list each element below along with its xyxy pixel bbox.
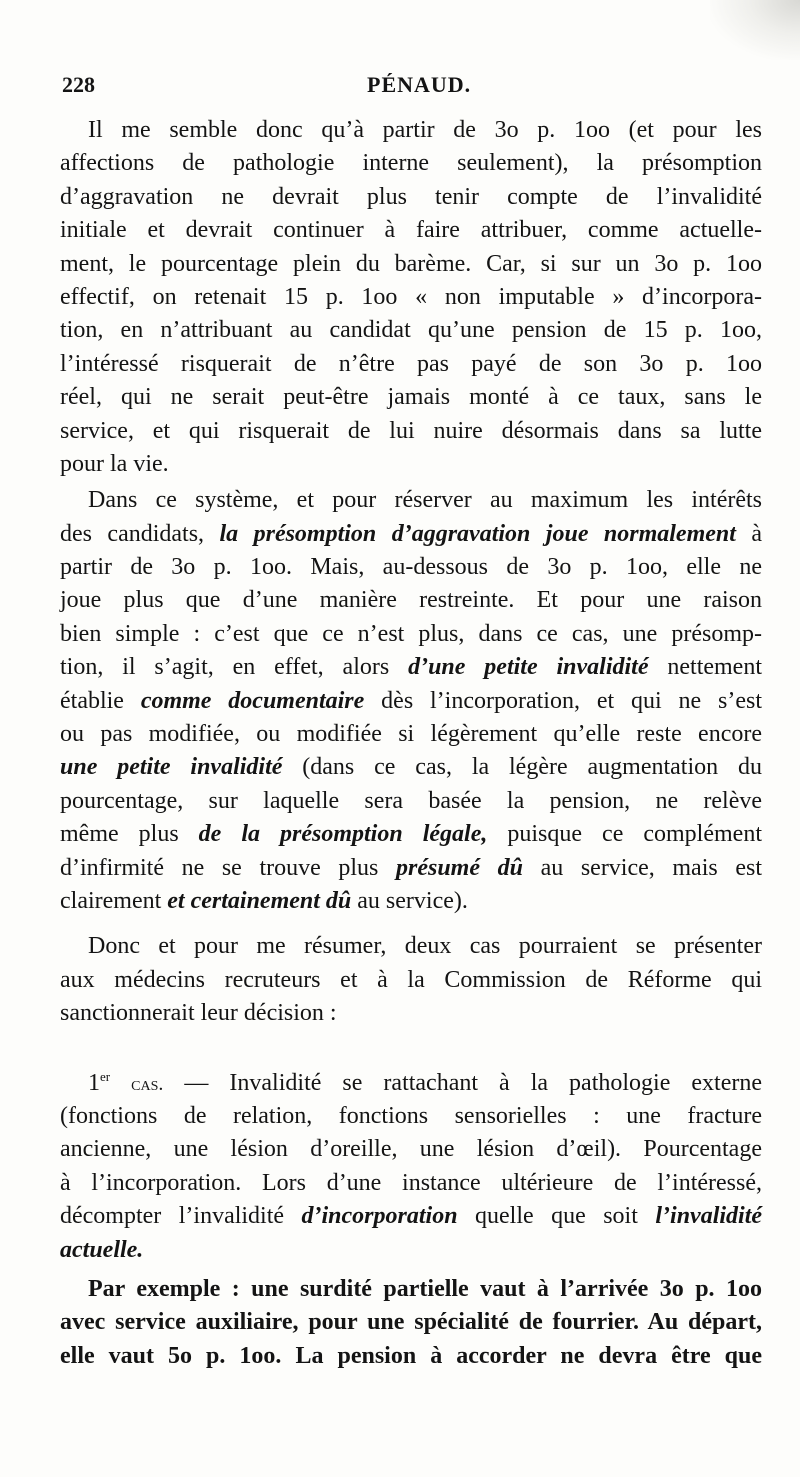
text-run: à (735, 520, 763, 547)
text-line: Par exemple : une surdité partielle vaut à l’arrivée 3o p. 1oo (88, 1275, 762, 1302)
running-title: PÉNAUD. (367, 72, 472, 97)
text-line (60, 651, 762, 684)
text-line (60, 1234, 762, 1267)
text-line: pour la vie. (60, 450, 169, 477)
text-run: au service, mais est (522, 854, 762, 881)
text-line: elle vaut 5o p. 1oo. La pension à accorder ne devra être que (60, 1342, 762, 1369)
text-line: ou pas modifiée, ou modifiée si légèrement qu’elle reste encore (60, 721, 762, 748)
text-line: initiale et devrait continuer à faire attribuer, comme actuelle- (60, 217, 762, 244)
italic-run: la présomption d’aggravation joue normalement (219, 520, 736, 547)
italic-run: une petite invalidité (60, 754, 283, 781)
text-run: nettement (648, 654, 763, 681)
paragraph-3 (60, 930, 762, 1030)
italic-run: d’incorporation (301, 1203, 458, 1230)
page-number: 228 (62, 72, 95, 97)
text-line: Il me semble donc qu’à partir de 3o p. 1oo (et pour les (88, 117, 762, 143)
text-line (60, 1067, 762, 1100)
paragraph-1 (60, 114, 762, 481)
text-line (60, 852, 762, 885)
italic-run: et certainement dû (167, 887, 352, 914)
text-run: clairement (60, 887, 168, 914)
text-line: avec service auxiliaire, pour une spécialité de fourrier. Au départ, (60, 1309, 762, 1336)
running-header (62, 72, 762, 102)
text-line: effectif, on retenait 15 p. 1oo « non imputable » d’incorpora- (60, 283, 762, 310)
text-run: (dans ce cas, la légère augmentation du (282, 754, 763, 781)
text-line: joue plus que d’une manière restreinte. Et pour une raison (60, 587, 762, 614)
text-line: sanctionnerait leur décision : (60, 1000, 337, 1027)
text-line (60, 1200, 762, 1233)
text-line: l’intéressé risquerait de n’être pas payé de son 3o p. 1oo (60, 350, 762, 377)
text-run: quelle que soit (457, 1203, 656, 1230)
text-run: au service). (351, 887, 468, 914)
italic-run: présumé dû (395, 854, 523, 881)
case-superscript: er (100, 1068, 111, 1084)
text-line: aux médecins recruteurs et à la Commission de Réforme qui (60, 966, 762, 993)
case-label: cas. (131, 1072, 164, 1095)
text-run: dès l’incorporation, et qui ne s’est (364, 687, 762, 714)
text-run: établie (60, 687, 141, 714)
text-line (60, 818, 762, 851)
text-run: puisque ce complément (487, 821, 762, 848)
case-number: 1 (88, 1069, 100, 1096)
italic-run: d’une petite invalidité (408, 654, 649, 681)
text-line: ancienne, une lésion d’oreille, une lésion d’œil). Pourcentage (60, 1136, 762, 1163)
scan-shadow (710, 0, 800, 60)
text-run: — Invalidité se rattachant à la pathologie externe (163, 1069, 763, 1096)
italic-run: l’invalidité (655, 1203, 763, 1230)
text-run: tion, il s’agit, en effet, alors (60, 654, 409, 681)
paragraph-2 (60, 484, 762, 918)
text-line (60, 885, 762, 918)
paragraph-5 (60, 1273, 762, 1373)
text-line (60, 685, 762, 718)
text-run: d’infirmité ne se trouve plus (60, 854, 396, 881)
text-line: à l’incorporation. Lors d’une instance ultérieure de l’intéressé, (60, 1169, 762, 1196)
text-line: affections de pathologie interne seulement), la présomption (60, 150, 762, 177)
text-line: partir de 3o p. 1oo. Mais, au-dessous de 3o p. 1oo, elle ne (60, 554, 762, 581)
text-line: service, et qui risquerait de lui nuire désormais dans sa lutte (60, 417, 762, 444)
text-run: même plus (60, 821, 199, 848)
body-text (60, 114, 762, 1373)
text-run: des candidats, (60, 520, 220, 547)
italic-run: comme documentaire (140, 687, 365, 714)
text-line: Dans ce système, et pour réserver au maximum les intérêts (88, 487, 762, 514)
text-line: bien simple : c’est que ce n’est plus, dans ce cas, une présomp- (60, 620, 762, 647)
italic-run: actuelle. (60, 1236, 144, 1263)
paragraph-4 (60, 1067, 762, 1267)
text-line: pourcentage, sur laquelle sera basée la pension, ne relève (60, 787, 762, 814)
text-line (60, 751, 762, 784)
text-line: tion, en n’attribuant au candidat qu’une pension de 15 p. 1oo, (60, 317, 762, 344)
text-line (60, 518, 762, 551)
text-line: ment, le pourcentage plein du barème. Car, si sur un 3o p. 1oo (60, 250, 762, 277)
text-line: Donc et pour me résumer, deux cas pourraient se présenter (88, 933, 762, 960)
text-run: décompter l’invalidité (60, 1203, 302, 1230)
text-line: (fonctions de relation, fonctions sensorielles : une fracture (60, 1102, 762, 1129)
italic-run: de la présomption légale, (198, 821, 488, 848)
text-line: réel, qui ne serait peut-être jamais monté à ce taux, sans le (60, 384, 762, 411)
text-line: d’aggravation ne devrait plus tenir compte de l’invalidité (60, 183, 762, 210)
